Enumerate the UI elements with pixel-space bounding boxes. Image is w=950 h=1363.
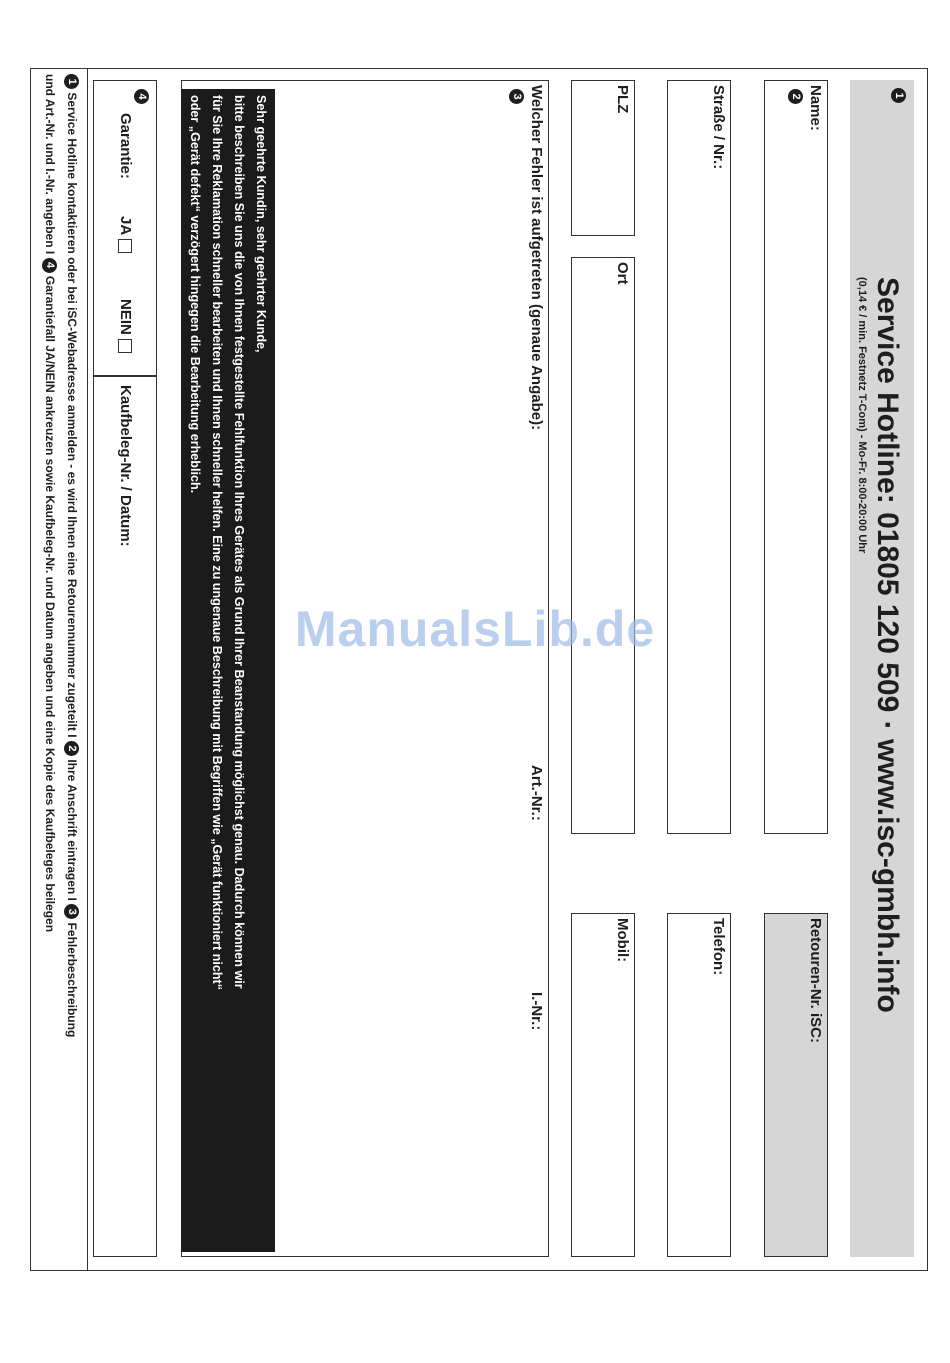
footer-line-2 — [39, 74, 61, 1264]
name-label: Name: — [807, 85, 824, 131]
fault-description-box[interactable] — [181, 80, 549, 1257]
customer-notice-banner — [181, 89, 275, 1252]
footer-text-1: Service Hotline kontaktieren oder bei iSC-Webadresse anmelden - es wird Ihnen eine Retourennummer zugeteilt I — [65, 92, 79, 738]
city-field[interactable] — [571, 257, 635, 834]
footer-text-2: Ihre Anschrift eintragen I — [65, 759, 79, 901]
art-nr-label: Art.-Nr.: — [528, 765, 545, 821]
footer-text-4: und Art.-Nr. und I.-Nr. angeben I — [43, 74, 57, 255]
footer-text-3: Fehlerbeschreibung — [65, 922, 79, 1038]
receipt-field[interactable] — [93, 376, 157, 1257]
footer-badge-1: 1 — [64, 74, 79, 89]
phone-field[interactable] — [667, 913, 731, 1257]
watermark: ManualsLib.de — [294, 601, 656, 657]
badge-2: 2 — [788, 89, 803, 104]
notice-greeting: Sehr geehrte Kundin, sehr geehrter Kunde, — [254, 95, 268, 353]
badge-1: 1 — [891, 88, 906, 103]
badge-3: 3 — [509, 89, 524, 104]
receipt-label: Kaufbeleg-Nr. / Datum: — [117, 385, 134, 547]
mobile-field[interactable] — [571, 913, 635, 1257]
street-field[interactable] — [667, 80, 731, 834]
warranty-yes-label: JA — [117, 216, 134, 236]
footer-badge-3: 3 — [64, 904, 79, 919]
warranty-no-option[interactable] — [117, 299, 134, 353]
fault-label: Welcher Fehler ist aufgetreten (genaue Angabe): — [528, 85, 545, 431]
notice-line-3: oder „Gerät defekt“ verzögert hingegen die Bearbeitung erheblich. — [188, 95, 202, 494]
warranty-label: Garantie: — [117, 113, 134, 179]
phone-label: Telefon: — [710, 918, 727, 976]
notice-line-2: für Sie Ihre Reklamation schneller bearbeiten und Ihnen schneller helfen. Eine zu ungenaue Beschreibung mit Begriffen wie „Gerät funktioniert nicht“ — [210, 95, 224, 991]
warranty-no-label: NEIN — [117, 299, 134, 335]
footer-text-5: Garantiefall JA/NEIN ankreuzen sowie Kaufbeleg-Nr. und Datum angeben und eine Kopie des Kaufbeleges beilegen — [43, 275, 57, 933]
warranty-yes-checkbox[interactable] — [118, 239, 132, 253]
city-label: Ort — [614, 262, 631, 285]
street-label: Straße / Nr.: — [710, 85, 727, 170]
warranty-yes-option[interactable] — [117, 216, 134, 253]
zip-field[interactable] — [571, 80, 635, 236]
warranty-box — [93, 80, 157, 376]
footer-badge-4: 4 — [42, 258, 57, 273]
hotline-subtitle: (0,14 € / min. Festnetz T-Com) - Mo-Fr. 8:00-20:00 Uhr — [856, 277, 868, 554]
notice-line-1: bitte beschreiben Sie uns die von Ihnen festgestellte Fehlfunktion Ihres Gerätes als Grund Ihrer Beanstandung möglichst genau. Dadurch können wir — [232, 95, 246, 989]
badge-4: 4 — [134, 89, 149, 104]
footer-line-1 — [61, 74, 83, 1264]
warranty-no-checkbox[interactable] — [118, 339, 132, 353]
name-field[interactable] — [764, 80, 828, 834]
footer-badge-2: 2 — [64, 741, 79, 756]
hotline-bar — [850, 80, 914, 1257]
footer-instructions — [39, 74, 83, 1264]
zip-label: PLZ — [614, 85, 631, 114]
hotline-title: Service Hotline: 01805 120 509 · www.isc-gmbh.info — [871, 277, 904, 1013]
mobile-label: Mobil: — [614, 918, 631, 963]
footer-divider — [87, 68, 88, 1271]
returns-number-field[interactable] — [764, 913, 828, 1257]
returns-label: Retouren-Nr. iSC: — [807, 918, 824, 1044]
i-nr-label: I.-Nr.: — [528, 992, 545, 1031]
